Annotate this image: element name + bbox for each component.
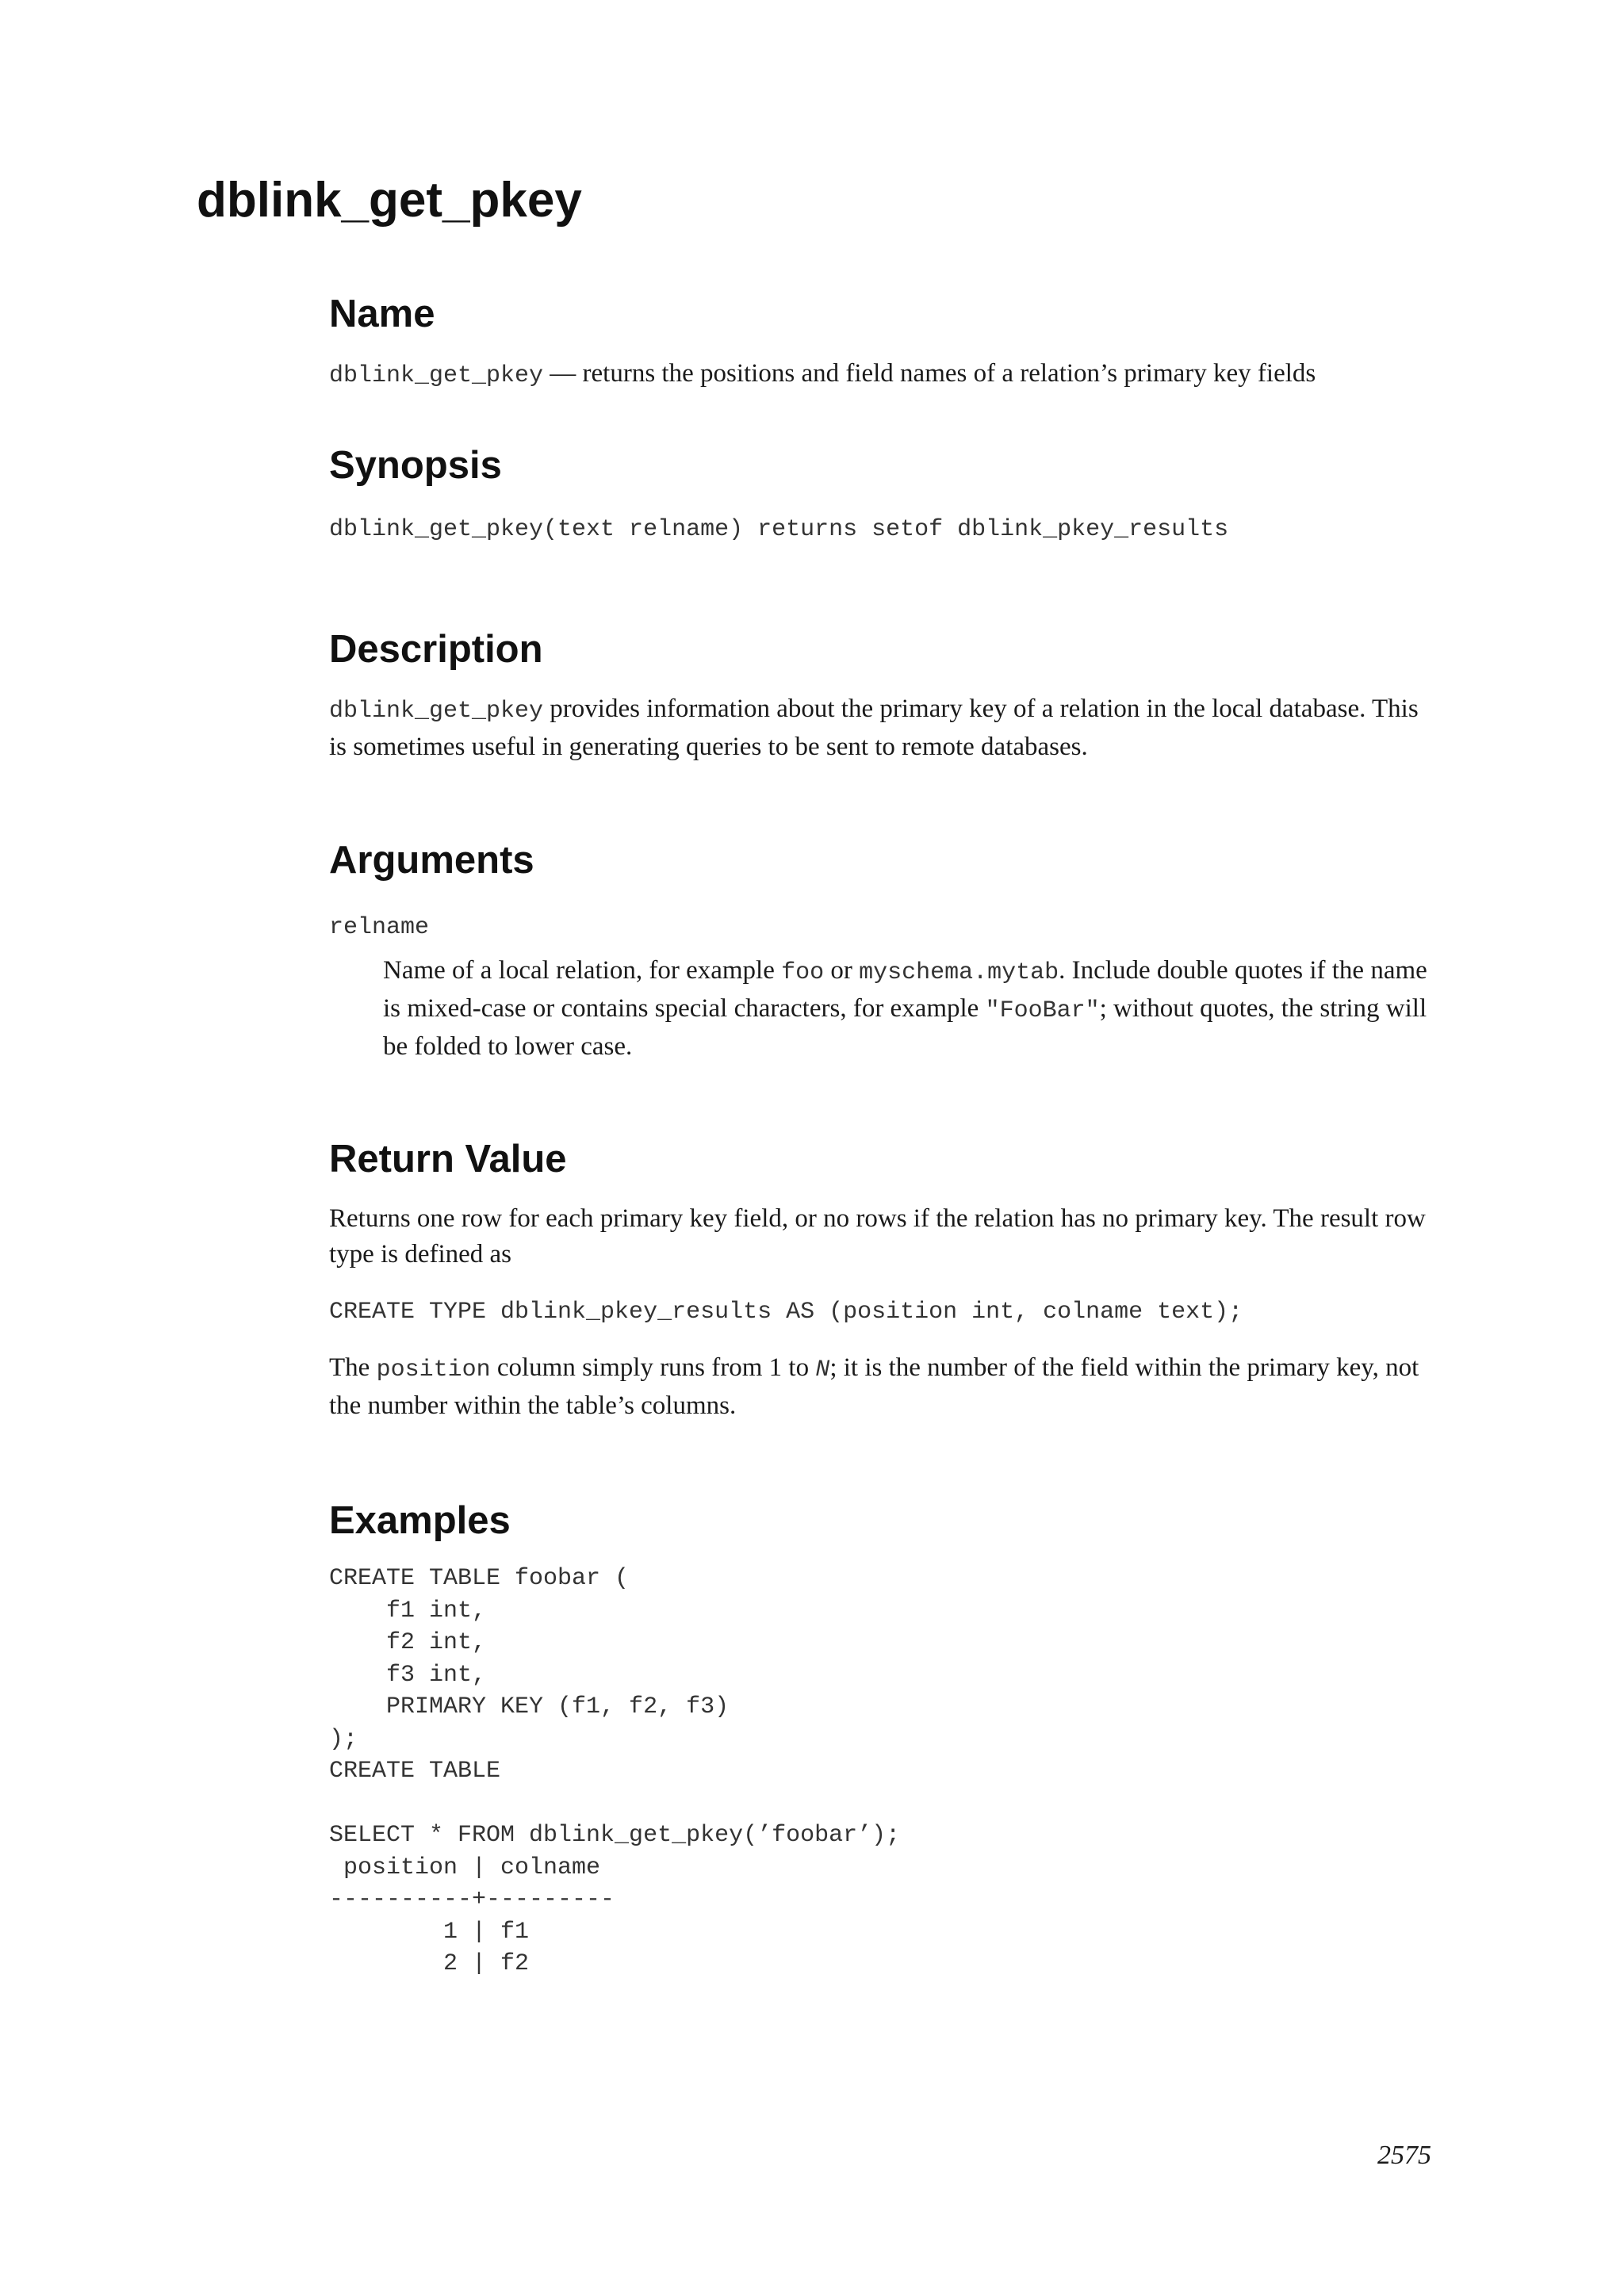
argument-text-3: . Include double quotes if the name is mixed-case or contains special characters, for example xyxy=(383,955,1427,1023)
synopsis-section xyxy=(329,446,1431,546)
name-description: — returns the positions and field names of a relation’s primary key fields xyxy=(543,359,1316,388)
return-code-n: N xyxy=(815,1357,830,1383)
argument-text-1: Name of a local relation, for example xyxy=(383,955,782,985)
argument-code-foobar: "FooBar" xyxy=(985,997,1100,1024)
examples-heading: Examples xyxy=(329,1499,511,1542)
content-body xyxy=(329,295,1431,1980)
name-heading: Name xyxy=(329,293,435,335)
return-text-3: ; it is the number of the field within the primary key, not the number within the table’s columns. xyxy=(329,1353,1419,1420)
return-value-type-code: CREATE TYPE dblink_pkey_results AS (position int, colname text); xyxy=(329,1298,1243,1326)
description-section xyxy=(329,627,1431,765)
examples-section xyxy=(329,1499,1431,1980)
argument-code-foo: foo xyxy=(781,959,825,986)
argument-code-myschema: myschema.mytab xyxy=(859,959,1059,986)
synopsis-code: dblink_get_pkey(text relname) returns setof dblink_pkey_results xyxy=(329,516,1229,543)
argument-term-relname: relname xyxy=(329,913,430,941)
page-number: 2575 xyxy=(1377,2141,1431,2170)
name-function-code: dblink_get_pkey xyxy=(329,362,544,389)
name-paragraph xyxy=(329,356,1431,394)
description-function-code: dblink_get_pkey xyxy=(329,697,544,725)
examples-code: CREATE TABLE foobar ( f1 int, f2 int, f3 int, PRIMARY KEY (f1, f2, f3) ); CREATE TABLE SELECT * FROM dblink_get_pkey(’foobar’); position | colname ----------+--------- 1 | f1 2 | f2 xyxy=(329,1565,901,1977)
return-value-heading: Return Value xyxy=(329,1137,567,1181)
return-value-paragraph-1: Returns one row for each primary key field, or no rows if the relation has no primary key. The result row type is defined as xyxy=(329,1203,1426,1269)
argument-text-2: or xyxy=(824,955,860,985)
arguments-heading: Arguments xyxy=(329,838,534,882)
argument-description xyxy=(383,953,1431,1065)
return-text-2: column simply runs from 1 to xyxy=(490,1353,816,1382)
page-title: dblink_get_pkey xyxy=(197,173,582,228)
arguments-section xyxy=(329,838,1431,1065)
return-code-position: position xyxy=(376,1357,491,1383)
return-value-paragraph-2 xyxy=(329,1350,1431,1424)
description-paragraph xyxy=(329,691,1431,765)
argument-text-4: ; without quotes, the string will be folded to lower case. xyxy=(383,993,1427,1061)
description-heading: Description xyxy=(329,627,543,671)
name-section xyxy=(329,295,1431,394)
return-value-section xyxy=(329,1137,1431,1425)
synopsis-heading: Synopsis xyxy=(329,444,502,487)
description-text: provides information about the primary key of a relation in the local database. This is sometimes useful in generating queries to be sent to remote databases. xyxy=(329,694,1419,761)
return-text-1: The xyxy=(329,1353,377,1382)
